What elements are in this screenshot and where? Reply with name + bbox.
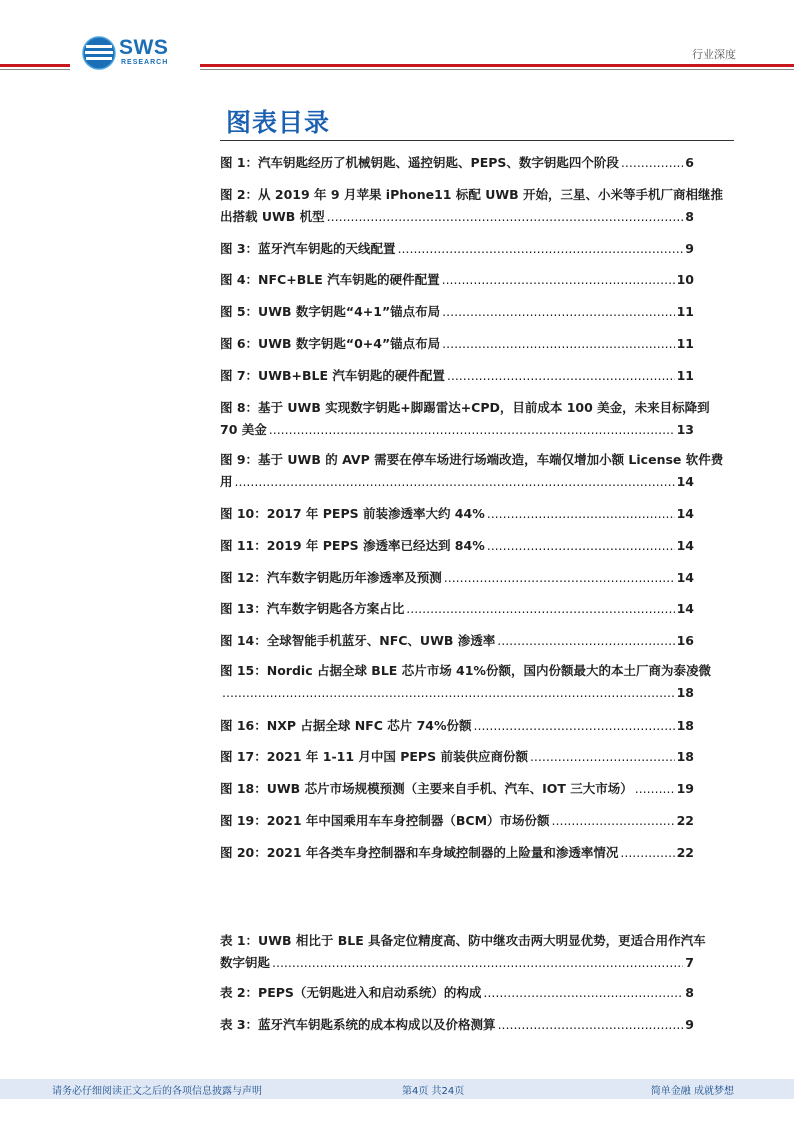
dot-leader [530,746,675,768]
figure-entry-page: 18 [676,718,694,733]
table-entry-title: 表 2：PEPS（无钥匙进入和启动系统）的构成 [220,985,482,1000]
page-title: 图表目录 [226,108,331,137]
figure-entry[interactable] [220,778,694,800]
dot-leader [442,269,675,291]
table-entry-page: 8 [685,985,694,1000]
figure-entry-title-cont: 出搭载 UWB 机型 [220,209,325,224]
dot-leader [474,715,675,737]
table-entry-title: 表 3：蓝牙汽车钥匙系统的成本构成以及价格测算 [220,1017,496,1032]
dot-leader [444,567,675,589]
header-rule-red-right [200,64,794,67]
figure-entry-title-cont: 70 美金 [220,422,267,437]
dot-leader [497,630,674,652]
logo-subtitle: RESEARCH [121,59,169,66]
figure-entry-page: 13 [676,422,694,437]
table-entry-page: 7 [685,955,694,970]
dot-leader [487,535,675,557]
figure-entry-title: 图 14：全球智能手机蓝牙、NFC、UWB 渗透率 [220,633,496,648]
table-entry-page: 9 [685,1017,694,1032]
header-rule-gray [0,69,70,70]
figure-entry-page: 22 [676,845,694,860]
table-entry-title: 表 1：UWB 相比于 BLE 具备定位精度高、防中继攻击两大明显优势，更适合用作汽车 [220,933,706,948]
dot-leader [447,365,675,387]
figure-entry-title: 图 18：UWB 芯片市场规模预测（主要来自手机、汽车、IOT 三大市场） [220,781,633,796]
figure-entry[interactable] [220,449,724,493]
figure-entry-title: 图 13：汽车数字钥匙各方案占比 [220,601,405,616]
figure-entry-page: 6 [685,155,694,170]
dot-leader [398,238,684,260]
figure-entry[interactable] [220,715,694,737]
figure-entry-title: 图 20：2021 年各类车身控制器和车身域控制器的上险量和渗透率情况 [220,845,619,860]
sws-logo-icon [82,36,116,70]
dot-leader [552,810,675,832]
figure-entry[interactable] [220,397,710,441]
dot-leader [222,682,675,704]
footer-slogan: 简单金融 成就梦想 [650,1086,734,1097]
figure-entry-title: 图 11：2019 年 PEPS 渗透率已经达到 84% [220,538,485,553]
dot-leader [442,333,674,355]
figure-entry-title: 图 12：汽车数字钥匙历年渗透率及预测 [220,570,442,585]
figure-entry[interactable] [220,598,694,620]
dot-leader [635,778,675,800]
figure-entry-page: 19 [676,781,694,796]
figure-entry-title: 图 7：UWB+BLE 汽车钥匙的硬件配置 [220,368,445,383]
figure-entry[interactable] [220,503,694,525]
dot-leader [406,598,674,620]
dot-leader [442,301,674,323]
figure-entry[interactable] [220,630,694,652]
figure-entry-title: 图 4：NFC+BLE 汽车钥匙的硬件配置 [220,272,440,287]
figure-entry-page: 9 [685,241,694,256]
dot-leader [272,952,683,974]
figure-entry-title: 图 9：基于 UWB 的 AVP 需要在停车场进行场端改造，车端仅增加小额 License 软件费 [220,452,724,467]
table-entry[interactable] [220,982,694,1004]
dot-leader [235,471,675,493]
footer-page-number: 第4页 共24页 [402,1086,465,1097]
figure-entry-title: 图 1：汽车钥匙经历了机械钥匙、遥控钥匙、PEPS、数字钥匙四个阶段 [220,155,619,170]
figure-entry-page: 11 [676,368,694,383]
table-entry[interactable] [220,1014,694,1036]
figure-entry-page: 16 [676,633,694,648]
figure-entry[interactable] [220,842,694,864]
figure-entry-page: 8 [685,209,694,224]
figure-entry-title: 图 17：2021 年 1-11 月中国 PEPS 前装供应商份额 [220,749,528,764]
footer-disclaimer: 请务必仔细阅读正文之后的各项信息披露与声明 [52,1086,262,1097]
figure-entry[interactable] [220,535,694,557]
figure-entry-title: 图 19：2021 年中国乘用车车身控制器（BCM）市场份额 [220,813,550,828]
figure-entry-page: 11 [676,304,694,319]
figure-entry-page: 18 [676,749,694,764]
figure-entry[interactable] [220,660,711,704]
figure-entry-page: 14 [676,601,694,616]
figure-entry[interactable] [220,152,694,174]
figure-entry-title: 图 5：UWB 数字钥匙“4+1”锚点布局 [220,304,441,319]
dot-leader [621,152,683,174]
figure-entry-page: 14 [676,570,694,585]
logo-wordmark: SWS [119,36,169,59]
figure-entry[interactable] [220,365,694,387]
figure-entry[interactable] [220,746,694,768]
figure-entry-title: 图 16：NXP 占据全球 NFC 芯片 74%份额 [220,718,472,733]
figure-entry[interactable] [220,269,694,291]
figure-entry[interactable] [220,238,694,260]
figure-entry-page: 11 [676,336,694,351]
footer-bar [0,1079,794,1099]
figure-entry-page: 14 [676,538,694,553]
report-type-tag: 行业深度 [692,48,736,61]
figure-entry[interactable] [220,333,694,355]
title-divider [220,140,734,141]
figure-entry-title-cont: 用 [220,474,233,489]
dot-leader [483,982,683,1004]
table-entry-title-cont: 数字钥匙 [220,955,271,970]
dot-leader [487,503,675,525]
dot-leader [498,1014,684,1036]
table-entry[interactable] [220,930,706,974]
figure-entry-title: 图 2：从 2019 年 9 月苹果 iPhone11 标配 UWB 开始，三星、小米等手机厂商相继推 [220,187,724,202]
figure-entry-page: 18 [676,685,694,700]
figure-entry-title: 图 6：UWB 数字钥匙“0+4”锚点布局 [220,336,441,351]
dot-leader [327,206,684,228]
figure-entry-title: 图 8：基于 UWB 实现数字钥匙+脚踢雷达+CPD，目前成本 100 美金，未来目标降到 [220,400,710,415]
dot-leader [620,842,674,864]
figure-entry[interactable] [220,810,694,832]
sws-logo [82,34,192,74]
figure-entry-page: 14 [676,474,694,489]
figure-entry-title: 图 3：蓝牙汽车钥匙的天线配置 [220,241,396,256]
figure-entry-page: 22 [676,813,694,828]
figure-entry-title: 图 15：Nordic 占据全球 BLE 芯片市场 41%份额，国内份额最大的本土厂商为泰凌微 [220,663,711,678]
figure-entry[interactable] [220,184,724,228]
figure-entry-title: 图 10：2017 年 PEPS 前装渗透率大约 44% [220,506,485,521]
header-rule-red [0,64,70,67]
figure-entry-page: 14 [676,506,694,521]
figure-entry[interactable] [220,301,694,323]
dot-leader [269,419,675,441]
figure-entry[interactable] [220,567,694,589]
figure-entry-page: 10 [676,272,694,287]
header-rule-gray-right [200,69,794,70]
